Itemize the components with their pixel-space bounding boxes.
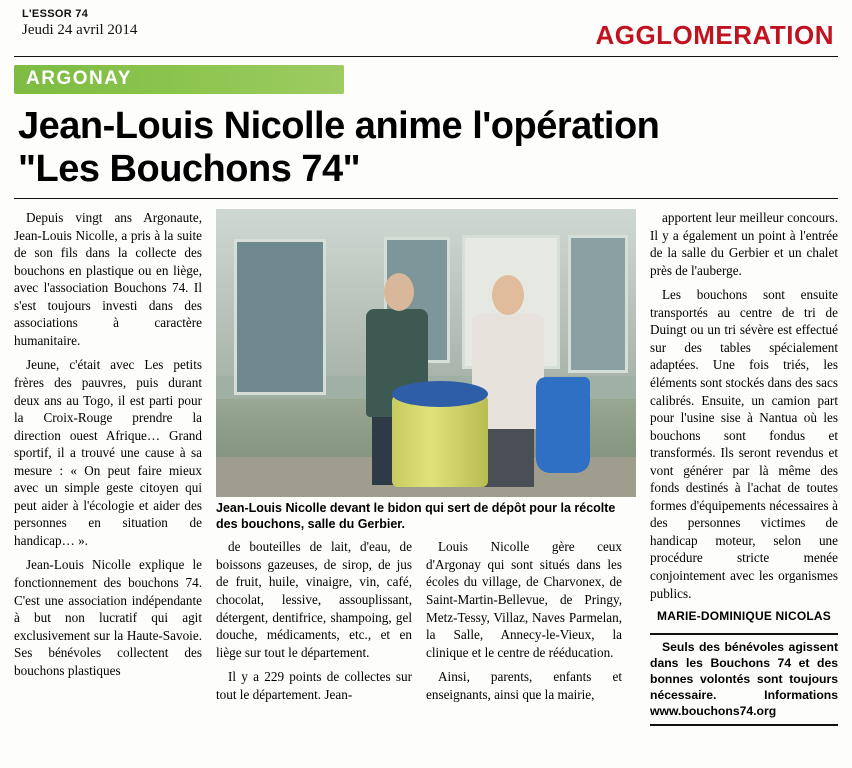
section-title: AGGLOMERATION [595,20,834,50]
article-column-middle [216,209,636,729]
photo-block [216,209,636,532]
photo-caption: Jean-Louis Nicolle devant le bidon qui sert de dépôt pour la récolte des bouchons, salle du Gerbier. [216,501,616,531]
photo-man-head [384,273,414,311]
town-tag: ARGONAY [14,65,344,94]
photo-plastic-bag [536,377,590,473]
photo-woman-legs [482,423,534,487]
paragraph: Depuis vingt ans Argonaute, Jean-Louis Nicolle, a pris à la suite de son fils dans la collecte des bouchons en plastique ou en liège, avec l'association Bouchons 74. Il s'est toujours investi dans des associations à caractère humanitaire. [14,210,202,348]
article-photo [216,209,636,497]
masthead-divider [14,56,838,57]
info-box [650,633,838,726]
town-tag-container [14,65,838,95]
article-column-1 [14,209,202,729]
article-column-2 [216,538,412,710]
photo-barrel-lid [392,381,488,407]
paragraph: Jeune, c'était avec Les petits frères des pauvres, puis durant deux ans au Togo, il est parti pour la Croix-Rouge prendre la direction ouest Afrique… Grand sportif, il a trouvé une cause à sa mesure : « On peut faire mieux avec un simple geste citoyen qui peut aider à l'écologie et aider des personnes en situation de handicap… ». [14,357,202,548]
article-subcolumns [216,538,636,710]
article-column-4 [650,209,838,729]
paragraph: Les bouchons sont ensuite transportés au centre de tri de Duingt ou un tri sévère est effectué sur des tables spécialement adaptées. Une fois triés, les éléments sont stockés dans des sacs calibrés. Ensuite, un camion part pour l'usine sise à Nantua où les bouchons sont fondus et transformés. Ils seront revendus et vont générer par là même des fonds destinés à l'achat de toutes formes d'équipements nécessaires à des personnes victimes de handicap moteur, selon une procédure stricte menée conjointement avec les organismes publics. [650,287,838,601]
issue-date: Jeudi 24 avril 2014 [22,22,138,38]
paragraph: Louis Nicolle gère ceux d'Argonay qui sont situés dans les écoles du village, de Charvonex, de Saint-Martin-Bellevue, de Pringy, Metz-Tessy, Villaz, Naves Parmelan, la Salle, Annecy-le-Vieux, la clinique et le centre de rééducation. [426,539,622,660]
headline-line-1: Jean-Louis Nicolle anime l'opération [18,105,660,147]
paragraph: Jean-Louis Nicolle explique le fonctionnement des bouchons 74. C'est une association indépendante à but non lucratif qui agit exclusivement sur la Haute-Savoie. Ses bénévoles collectent des bouchons plastiques [14,557,202,678]
headline-divider [14,198,838,199]
info-box-text: Seuls des bénévoles agissent dans les Bouchons 74 et des bonnes volontés sont toujours nécessaire. Informations www.bouchons74.org [650,640,838,718]
photo-barrel [392,395,488,487]
article-column-3 [426,538,622,710]
paragraph: Ainsi, parents, enfants et enseignants, ainsi que la mairie, [426,669,622,702]
page-title [18,105,838,190]
paragraph: de bouteilles de lait, d'eau, de boissons gazeuses, de sirop, de jus de fruit, huile, vinaigre, vin, café, chocolat, lessive, assouplissant, détergent, dentifrice, shampoing, gel douche, médicaments, etc., et en liège sur tout le département. [216,539,412,660]
paragraph: apportent leur meilleur concours. Il y a également un point à l'entrée de la salle du Gerbier et un chalet près de l'auberge. [650,210,838,278]
photo-woman-head [492,275,524,315]
photo-window [568,235,628,373]
paragraph: Il y a 229 points de collectes sur tout le département. Jean- [216,669,412,702]
article-byline: MARIE-DOMINIQUE NICOLAS [657,609,831,624]
headline-line-2: "Les Bouchons 74" [18,147,361,190]
article-columns [14,209,838,729]
photo-window [234,239,326,395]
masthead [14,8,838,54]
paper-name: L'ESSOR 74 [22,8,89,20]
